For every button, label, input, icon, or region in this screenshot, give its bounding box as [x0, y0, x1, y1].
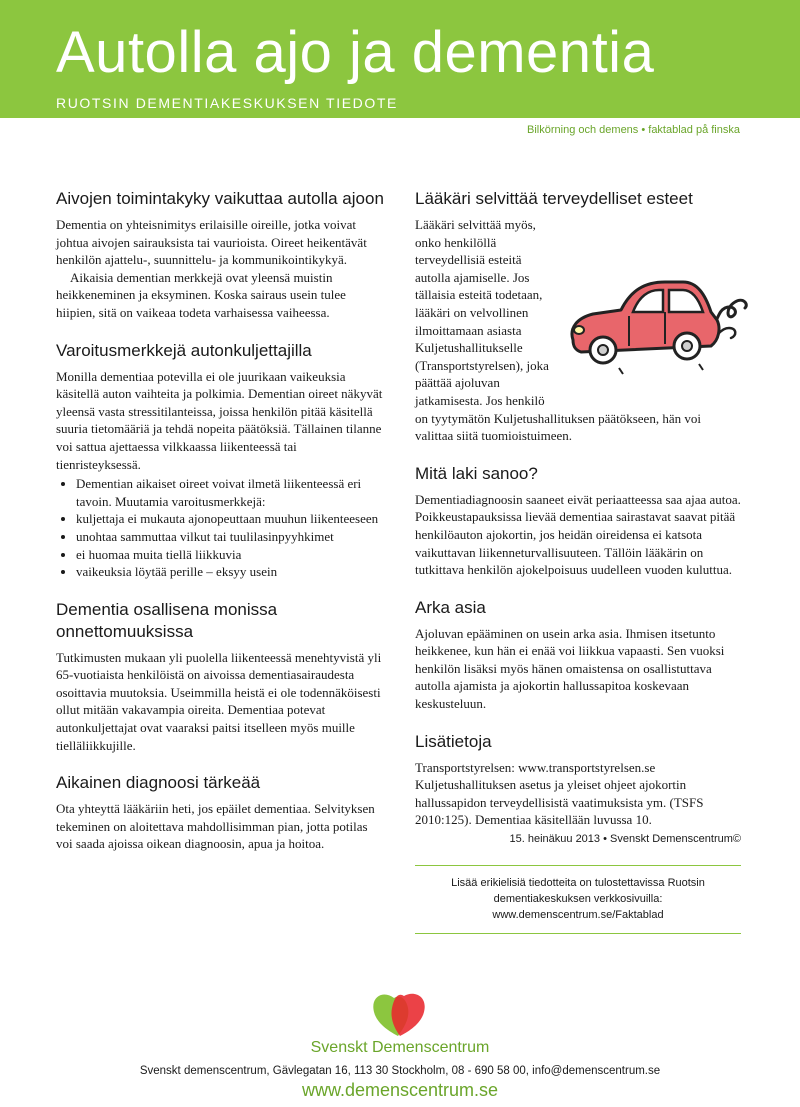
- paragraph: Ajoluvan epääminen on usein arka asia. Ihmisen itsetunto heikkenee, kun hän ei enää voi liikkua vapaasti. Sen vuoksi henkilön lisäksi myös hänen omaistensa on osallistuttava autolla ajamista ja ajokortin hallussapitoa koskevaan keskusteluun.: [415, 625, 725, 712]
- list-item: • vaikeuksia löytää perille – eksyy usein: [76, 563, 384, 581]
- section-heading: Aivojen toimintakyky vaikuttaa autolla ajoon: [56, 189, 384, 208]
- section-early-diagnosis: [56, 772, 384, 853]
- warning-list: [56, 475, 384, 581]
- language-note: Bilkörning och demens • faktablad på finska: [527, 124, 740, 136]
- section-heading: Aikainen diagnoosi tärkeää: [56, 773, 261, 793]
- section-heading: Dementia osallisena monissa onnettomuuksissa: [56, 599, 278, 641]
- section-more-info: [415, 731, 741, 829]
- page-title: Autolla ajo ja dementia: [56, 20, 655, 85]
- website-link[interactable]: www.demenscentrum.se: [301, 1080, 499, 1100]
- paragraph: Kuljetushallituksen asetus ja yleiset ohjeet ajokortin hallussapidon terveydellisistä vaatimuksista ym. (TSFS 2010:125). Dementiaa käsitellään luvussa 10.: [415, 777, 704, 828]
- section-sensitive-issue: [415, 597, 741, 713]
- section-heading: Lisätietoja: [415, 731, 492, 751]
- paragraph: Dementia on yhteisnimitys erilaisille oireille, jotka voivat johtua aivojen sairauksista tai vaurioista. Oireet heikentävät henkilön ajattelu-, suunnittelu- ja kommunikointikykyä.: [56, 217, 367, 268]
- page-subtitle: RUOTSIN DEMENTIAKESKUKSEN TIEDOTE: [56, 95, 398, 111]
- section-warning-signs: [56, 340, 384, 581]
- section-doctor: [415, 188, 741, 445]
- right-column: [415, 188, 741, 934]
- section-heading: Mitä laki sanoo?: [415, 463, 538, 483]
- paragraph: Tutkimusten mukaan yli puolella liikenteessä menehtyvistä yli 65-vuotiaista henkilöistä on aivoissa dementiasairaudesta osoittavia muutoksia. Useimmilla heistä ei ole todennäköisesti ollut mitään vakavampia oireita. Dementiaa potevat autonkuljettajat ovat vaaraksi paitsi itselleen myös muille tielläliikkujille.: [56, 649, 382, 753]
- paragraph: Dementiadiagnoosin saaneet eivät periaatteessa saa ajaa autoa. Poikkeustapauksissa lievää dementiaa sairastavat saavat pitää henkilöauton ajokortin, jos heidän oireidensa ei katsota vaikuttavan liikenneturvallisuuteen. Tällöin lääkärin on tutkittava henkilön ajokelpoisuus uudelleen vuoden kuluttua.: [415, 491, 741, 578]
- section-heading: Varoitusmerkkejä autonkuljettajilla: [56, 340, 312, 360]
- section-law: [415, 463, 741, 579]
- list-item: • unohtaa sammuttaa vilkut tai tuulilasinpyyhkimet: [76, 528, 384, 546]
- section-heading: Lääkäri selvittää terveydelliset esteet: [415, 189, 693, 208]
- left-column: [56, 188, 384, 871]
- section-brain-function: [56, 188, 384, 322]
- paragraph: Lääkäri selvittää myös, onko henkilöllä terveydellisiä esteitä autolla ajamiselle. Jos tällaisia esteitä todetaan, lääkäri on velvollinen ilmoittamaan asiasta Kuljetushallitukselle (Transportstyrelsen), joka päättää ajoluvan jatkamisesta. Jos henkilö on tyytymätön Kuljetushallituksen päätökseen, hän voi valittaa siitä tuomioistuimeen.: [415, 217, 701, 444]
- note-line: Lisää erikielisiä tiedotteita on tulostettavissa Ruotsin: [451, 877, 705, 890]
- paragraph: Ota yhteyttä lääkäriin heti, jos epäilet dementiaa. Selvityksen tekeminen on aloitettava mahdollisimman pian, jotta potilas voi saada ajoissa oikean diagnoosin, apua ja hoitoa.: [56, 801, 375, 852]
- car-illustration-icon: [559, 242, 749, 392]
- date-line: 15. heinäkuu 2013 • Svenskt Demenscentrum©: [509, 833, 741, 846]
- more-factsheets-note: [415, 865, 741, 934]
- section-accidents: [56, 599, 384, 755]
- list-item: • Dementian aikaiset oireet voivat ilmetä liikenteessä eri tavoin. Muutamia varoitusmerkkejä:: [76, 475, 384, 510]
- paragraph: Aikaisia dementian merkkejä ovat yleensä muistin heikkeneminen ja eksyminen. Koska sairaus usein tulee hiipien, sitä on vaikeaa todeta varhaisessa vaiheessa.: [56, 269, 346, 320]
- paragraph: Transportstyrelsen: www.transportstyrelsen.se: [415, 759, 656, 775]
- section-heading: Arka asia: [415, 597, 486, 617]
- list-item: • kuljettaja ei mukauta ajonopeuttaan muuhun liikenteeseen: [76, 510, 384, 528]
- paragraph: Monilla dementiaa potevilla ei ole juurikaan vaikeuksia käsitellä auton vaihteita ja polkimia. Dementian oireet näkyvät yleensä vasta stressitilanteissa, joissa henkilön pitää käsitellä suuria tietomääriä ja tehdä nopeita päätöksiä. Tällainen tilanne voi sattua ajettaessa vilkkaassa liikenteessä tai tienristeyksessä.: [56, 368, 383, 472]
- list-item: • ei huomaa muita tiellä liikkuvia: [76, 546, 384, 564]
- organization-name: Svenskt Demenscentrum: [310, 1039, 490, 1056]
- heart-logo-icon: [370, 990, 430, 1045]
- contact-address: Svenskt demenscentrum, Gävlegatan 16, 113 30 Stockholm, 08 - 690 58 00, info@demenscentrum.se: [139, 1065, 661, 1077]
- note-line: dementiakeskuksen verkkosivuilla:: [493, 893, 663, 906]
- note-link[interactable]: www.demenscentrum.se/Faktablad: [492, 909, 664, 922]
- header-banner: [0, 0, 800, 118]
